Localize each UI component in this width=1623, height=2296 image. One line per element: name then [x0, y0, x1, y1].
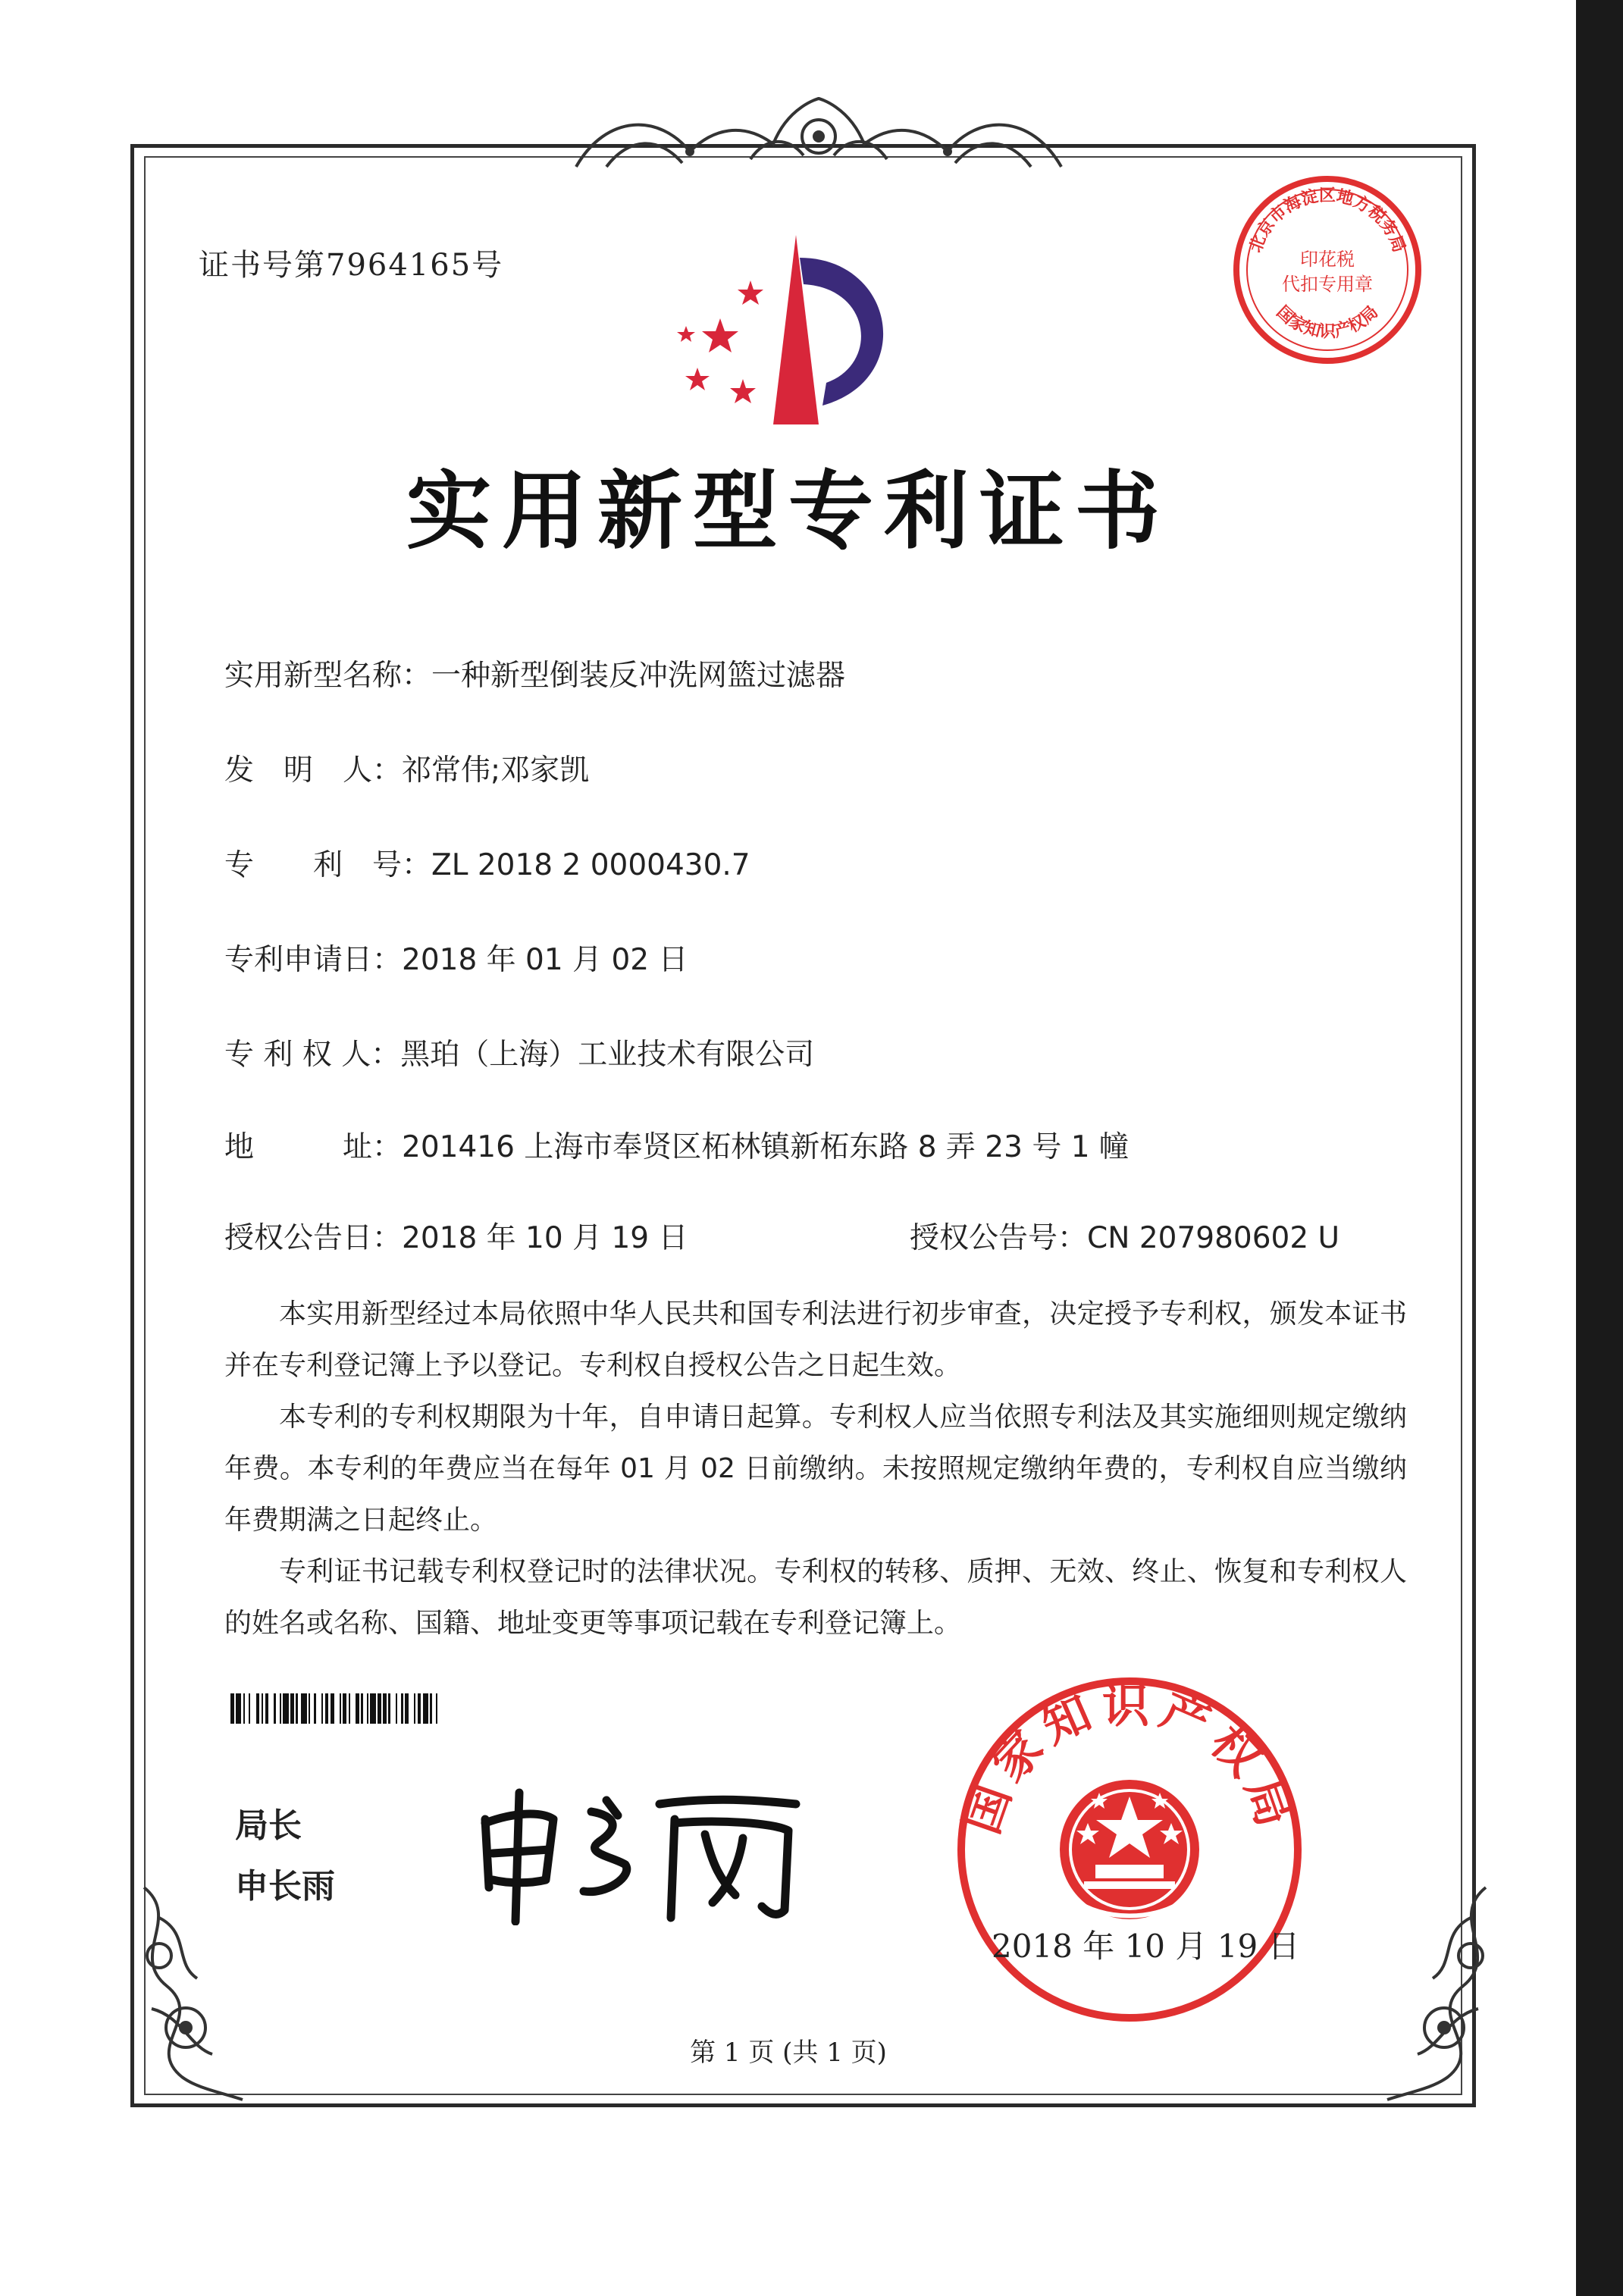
svg-text:国家知识产权局 — [1273, 302, 1382, 342]
field-label: 地 址： — [224, 1130, 403, 1164]
barcode-bar — [283, 1693, 288, 1724]
bottom-right-ornament — [1365, 1872, 1516, 2115]
certificate-number: 证书号第7964165号 — [199, 248, 504, 283]
barcode-bar — [268, 1693, 274, 1724]
scan-edge — [1576, 0, 1623, 2296]
barcode — [230, 1693, 609, 1724]
page-number: 第 1 页 (共 1 页) — [690, 2038, 887, 2068]
field-label: 实用新型名称： — [224, 659, 432, 693]
field-grant-number — [910, 1214, 1339, 1257]
certificate-title: 实用新型专利证书 — [406, 462, 1170, 561]
patent-office-emblem — [667, 227, 925, 432]
field-label: 专利申请日： — [224, 943, 403, 977]
field-patent-number — [224, 841, 750, 884]
barcode-bar — [301, 1693, 306, 1724]
barcode-bar — [370, 1693, 375, 1724]
barcode-bar — [423, 1693, 428, 1724]
field-label: 授权公告号： — [910, 1221, 1088, 1255]
field-value: 2018 年 10 月 19 日 — [402, 1221, 688, 1255]
field-label: 发 明 人： — [224, 753, 403, 788]
field-label: 专 利 权 人： — [224, 1038, 401, 1072]
field-inventor — [224, 747, 589, 789]
director-signature — [470, 1781, 811, 1925]
body-paragraph-3: 专利证书记载专利权登记时的法律状况。专利权的转移、质押、无效、终止、恢复和专利权人的姓名或名称、国籍、地址变更等事项记载在专利登记簿上。 — [224, 1556, 1407, 1639]
barcode-bar — [437, 1693, 441, 1724]
field-value: 一种新型倒装反冲洗网篮过滤器 — [431, 659, 846, 693]
official-seal — [951, 1671, 1308, 2028]
field-value: ZL 2018 2 0000430.7 — [431, 848, 750, 882]
barcode-bar — [409, 1693, 414, 1724]
tax-seal-mid2: 代扣专用章 — [1282, 274, 1373, 295]
field-label: 专 利 号： — [224, 848, 432, 882]
barcode-bar — [350, 1693, 356, 1724]
field-utility-name — [224, 652, 845, 694]
seal-ring-text: 国家知识产权局 — [954, 1677, 1305, 1841]
field-value: 2018 年 01 月 02 日 — [402, 943, 688, 977]
field-application-date — [224, 936, 688, 979]
tax-seal-top-text: 北京市海淀区地方税务局 — [1245, 186, 1409, 255]
top-ornament — [561, 83, 1076, 182]
field-value: 祁常伟;邓家凯 — [402, 753, 590, 788]
barcode-bar — [250, 1693, 255, 1724]
field-grant-date — [224, 1214, 688, 1257]
barcode-bar — [390, 1693, 396, 1724]
field-value: CN 207980602 U — [1087, 1221, 1340, 1255]
field-label: 授权公告日： — [224, 1221, 403, 1255]
tax-seal-bottom-text: 国家知识产权局 — [1272, 302, 1383, 342]
director-name: 申长雨 — [235, 1867, 335, 1906]
director-title: 局长 — [235, 1806, 302, 1845]
certificate-body — [224, 1289, 1407, 1649]
body-paragraph-2: 本专利的专利权期限为十年，自申请日起算。专利权人应当依照专利法及其实施细则规定缴纳年费。本专利的年费应当在每年 01 月 02 日前缴纳。未按照规定缴纳年费的，专利权自应当缴纳年费期满之日起终止。 — [224, 1402, 1407, 1536]
seal-date: 2018 年 10 月 19 日 — [992, 1928, 1300, 1965]
bottom-left-ornament — [114, 1872, 265, 2115]
field-value: 201416 上海市奉贤区柘林镇新柘东路 8 弄 23 号 1 幢 — [402, 1130, 1129, 1164]
tax-stamp-seal — [1228, 171, 1427, 369]
barcode-bar — [334, 1693, 340, 1724]
body-paragraph-1: 本实用新型经过本局依照中华人民共和国专利法进行初步审查，决定授予专利权，颁发本证书并在专利登记簿上予以登记。专利权自授权公告之日起生效。 — [224, 1298, 1407, 1381]
field-value: 黑珀（上海）工业技术有限公司 — [400, 1038, 815, 1072]
field-address — [224, 1123, 1129, 1166]
field-patentee — [224, 1031, 814, 1073]
barcode-bar — [316, 1693, 321, 1724]
barcode-bar — [236, 1693, 241, 1724]
tax-seal-mid1: 印花税 — [1300, 249, 1355, 270]
